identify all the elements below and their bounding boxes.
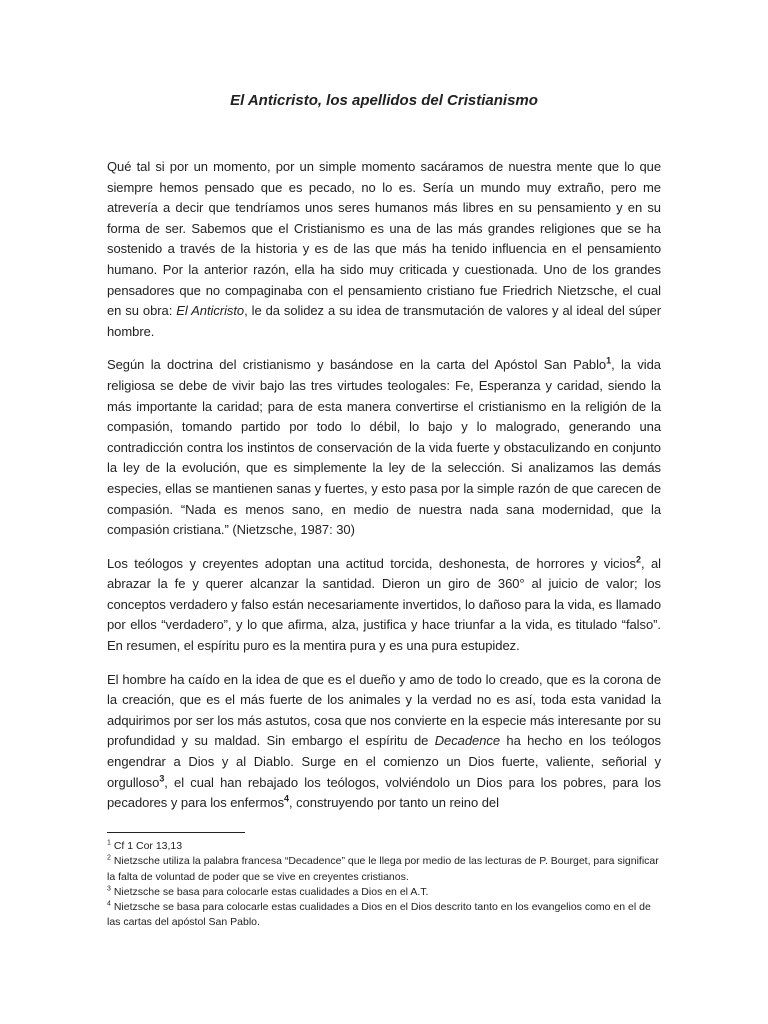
book-title-el-anticristo: El Anticristo <box>176 303 245 319</box>
paragraph-1-text-2: , le da solidez a su idea de transmutación de valores y al ideal del súper hombre. <box>107 303 661 339</box>
footnote-number: 4 <box>107 900 111 908</box>
footnote-number: 1 <box>107 839 111 847</box>
footnote-text: Nietzsche se basa para colocarle estas cualidades a Dios en el Dios descrito tanto en los evangelios como en el de las cartas del apóstol San Pablo. <box>107 901 651 929</box>
footnote-separator <box>107 832 245 833</box>
paragraph-3 <box>107 554 661 657</box>
paragraph-2 <box>107 355 661 540</box>
paragraph-3-text-1: Los teólogos y creyentes adoptan una actitud torcida, deshonesta, de horrores y vicios <box>107 555 636 571</box>
paragraph-4-text-4: , construyendo por tanto un reino del <box>289 795 499 811</box>
paragraph-4 <box>107 670 661 814</box>
paragraph-4-text-2: ha hecho en los teólogos engendrar a Dios y al Diablo. Surge en el comienzo un Dios fuerte, valiente, señorial y orgulloso <box>107 733 661 790</box>
footnote-ref-1[interactable]: 1 <box>606 356 612 367</box>
paragraph-4-text-3: , el cual han rebajado los teólogos, volviéndolo un Dios para los pobres, para los pecadores y para los enfermos <box>107 774 661 811</box>
paragraph-4-text-1: El hombre ha caído en la idea de que es el dueño y amo de todo lo creado, que es la corona de la creación, que es el más fuerte de los animales y la verdad no es así, toda esta vanidad la adquirimos por ser los más astutos, cosa que nos convierte en la especie más interesante por su profundidad y su maldad. Sin embargo el espíritu de <box>107 671 661 749</box>
footnote-3 <box>107 885 661 900</box>
paragraph-2-text-1: Según la doctrina del cristianismo y basándose en la carta del Apóstol San Pablo <box>107 357 607 373</box>
footnote-ref-4[interactable]: 4 <box>284 793 290 804</box>
footnote-number: 2 <box>107 854 111 862</box>
document-body <box>107 157 661 827</box>
footnote-text: Nietzsche utiliza la palabra francesa “Decadence” que le llega por medio de las lecturas de P. Bourget, para significar la falta de voluntad de poder que se vive en creyentes cristianos. <box>107 855 659 883</box>
paragraph-1 <box>107 157 661 342</box>
footnote-ref-2[interactable]: 2 <box>635 554 641 565</box>
term-decadence: Decadence <box>434 733 501 749</box>
footnote-number: 3 <box>107 885 111 893</box>
footnote-4 <box>107 900 661 931</box>
footnote-1 <box>107 839 661 854</box>
document-title: El Anticristo, los apellidos del Cristianismo <box>230 92 538 109</box>
paragraph-3-text-2: , al abrazar la fe y querer alcanzar la santidad. Dieron un giro de 360° al juicio de valor; los conceptos verdadero y falso están necesariamente invertidos, lo dañoso para la vida, es llamado por ellos “verdadero”, y lo que afirma, alza, justifica y hace triunfar a la vida, es titulado “falso”. En resumen, el espíritu puro es la mentira pura y es una pura estupidez. <box>107 555 661 654</box>
footnote-text: Nietzsche se basa para colocarle estas cualidades a Dios en el A.T. <box>110 885 429 898</box>
footnotes-section <box>107 832 661 931</box>
footnote-text: Cf 1 Cor 13,13 <box>110 840 183 852</box>
paragraph-1-text-1: Qué tal si por un momento, por un simple momento sacáramos de nuestra mente que lo que siempre hemos pensado que es pecado, no lo es. Sería un mundo muy extraño, pero me atrevería a decir que tendríamos unos seres humanos más libres en su pensamiento y en su forma de ser. Sabemos que el Cristianismo es una de las más grandes religiones que se ha sostenido a través de la historia y es de las que más ha tenido influencia en el pensamiento humano. Por la anterior razón, ella ha sido muy criticada y cuestionada. Uno de los grandes pensadores que no compaginaba con el pensamiento cristiano fue Friedrich Nietzsche, el cual en su obra: <box>107 159 661 319</box>
footnote-ref-3[interactable]: 3 <box>159 773 165 784</box>
footnote-2 <box>107 854 661 885</box>
paragraph-2-text-2: , la vida religiosa se debe de vivir bajo las tres virtudes teologales: Fe, Esperanza y caridad, siendo la más importante la caridad; para de esta manera convertirse el cristianismo en la religión de la compasión, tomando partido por todo lo débil, lo bajo y lo malogrado, generando una contradicción contra los instintos de conservación de la vida fuerte y obstaculizando en conjunto la ley de la evolución, que es simplemente la ley de la selección. Si analizamos las demás especies, ellas se mantienen sanas y fuertes, y esto pasa por la simple razón de que carecen de compasión. “Nada es menos sano, en medio de nuestra nada sana modernidad, que la compasión cristiana.” (Nietzsche, 1987: 30) <box>107 357 661 538</box>
